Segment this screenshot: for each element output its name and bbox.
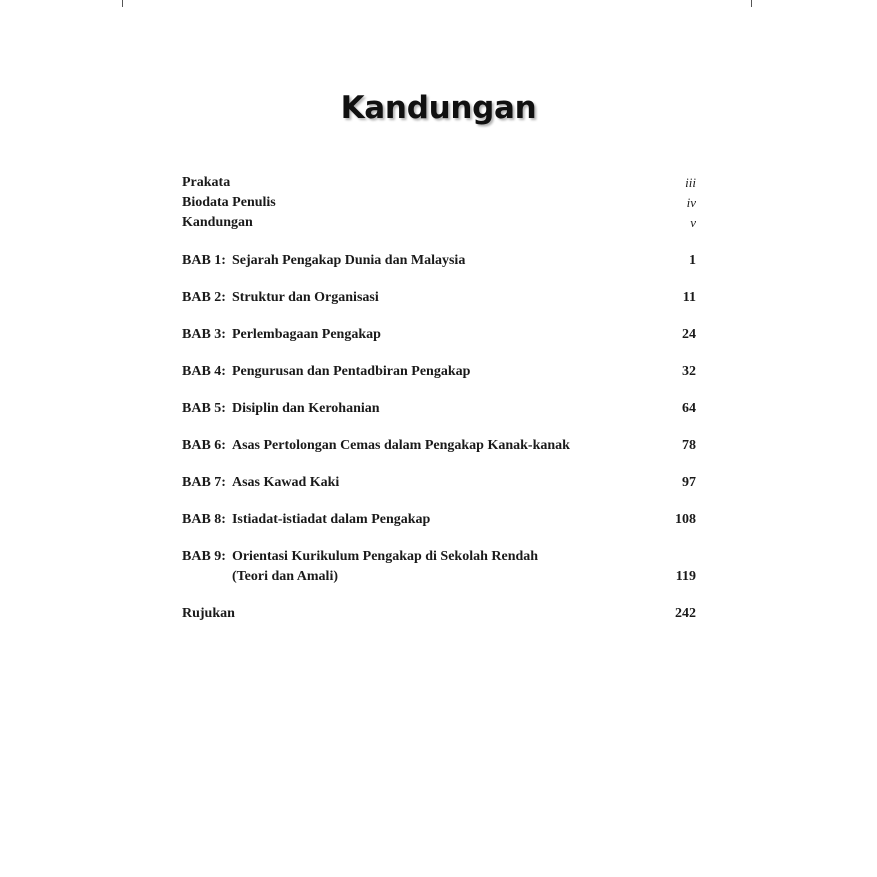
chapter-title-line2: (Teori dan Amali) bbox=[231, 569, 338, 584]
table-of-contents bbox=[182, 173, 696, 624]
toc-chapter-label bbox=[182, 510, 430, 530]
chapter-number: BAB 6: bbox=[182, 438, 226, 453]
toc-chapter-7 bbox=[182, 473, 696, 493]
toc-entry-label: Biodata Penulis bbox=[182, 195, 276, 210]
toc-entry-page: 119 bbox=[675, 569, 696, 584]
toc-entry-page: 11 bbox=[682, 290, 696, 305]
toc-entry-page: 32 bbox=[682, 364, 696, 379]
chapter-number: BAB 4: bbox=[182, 364, 226, 379]
page-edge-mark-right bbox=[751, 0, 752, 7]
chapter-title: Asas Pertolongan Cemas dalam Pengakap Kanak-kanak bbox=[231, 438, 570, 453]
toc-entry-rujukan bbox=[182, 604, 696, 624]
chapter-title: Disiplin dan Kerohanian bbox=[231, 401, 380, 416]
toc-entry-label: Kandungan bbox=[182, 215, 253, 230]
toc-chapter-label bbox=[182, 473, 339, 493]
chapter-title: Orientasi Kurikulum Pengakap di Sekolah Rendah bbox=[231, 549, 539, 564]
toc-chapter-label bbox=[182, 436, 570, 456]
toc-entry-page: 97 bbox=[682, 475, 696, 490]
toc-chapter-label bbox=[182, 362, 470, 382]
toc-chapter-label bbox=[182, 399, 380, 419]
toc-chapter-1 bbox=[182, 251, 696, 271]
toc-entry-biodata-penulis bbox=[182, 193, 696, 213]
chapter-title: Asas Kawad Kaki bbox=[231, 475, 340, 490]
toc-entry-page: 64 bbox=[682, 401, 696, 416]
toc-entry-page: iv bbox=[686, 195, 696, 210]
toc-chapter-6 bbox=[182, 436, 696, 456]
toc-chapter-5 bbox=[182, 399, 696, 419]
toc-entry-label: Prakata bbox=[182, 175, 231, 190]
toc-chapter-4 bbox=[182, 362, 696, 382]
chapter-title: Perlembagaan Pengakap bbox=[231, 327, 381, 342]
page-edge-mark-left bbox=[122, 0, 123, 7]
toc-chapter-label bbox=[182, 288, 379, 308]
toc-entry-page: 78 bbox=[682, 438, 696, 453]
toc-chapter-9 bbox=[182, 547, 696, 587]
toc-entry-kandungan bbox=[182, 213, 696, 233]
toc-chapter-3 bbox=[182, 325, 696, 345]
chapter-number: BAB 2: bbox=[182, 290, 226, 305]
chapter-title: Sejarah Pengakap Dunia dan Malaysia bbox=[231, 253, 466, 268]
toc-entry-page: 1 bbox=[689, 253, 696, 268]
chapter-number: BAB 5: bbox=[182, 401, 226, 416]
toc-entry-page: iii bbox=[685, 175, 696, 190]
chapter-number: BAB 7: bbox=[182, 475, 226, 490]
chapter-number: BAB 9: bbox=[182, 549, 226, 564]
chapter-number: BAB 3: bbox=[182, 327, 226, 342]
toc-chapter-label bbox=[182, 325, 381, 345]
toc-entry-page: 24 bbox=[682, 327, 696, 342]
toc-chapter-8 bbox=[182, 510, 696, 530]
toc-entry-label: Rujukan bbox=[182, 606, 235, 621]
chapter-title: Pengurusan dan Pentadbiran Pengakap bbox=[231, 364, 471, 379]
toc-entry-page: 108 bbox=[675, 512, 696, 527]
page-title: Kandungan bbox=[340, 90, 537, 126]
chapter-title: Struktur dan Organisasi bbox=[231, 290, 379, 305]
toc-entry-page: v bbox=[690, 215, 696, 230]
toc-entry-page: 242 bbox=[675, 606, 696, 621]
toc-chapter-label bbox=[182, 547, 538, 587]
chapter-title: Istiadat-istiadat dalam Pengakap bbox=[231, 512, 431, 527]
toc-chapter-2 bbox=[182, 288, 696, 308]
chapter-number: BAB 1: bbox=[182, 253, 226, 268]
toc-entry-prakata bbox=[182, 173, 696, 193]
chapter-number: BAB 8: bbox=[182, 512, 226, 527]
toc-chapter-label bbox=[182, 251, 465, 271]
